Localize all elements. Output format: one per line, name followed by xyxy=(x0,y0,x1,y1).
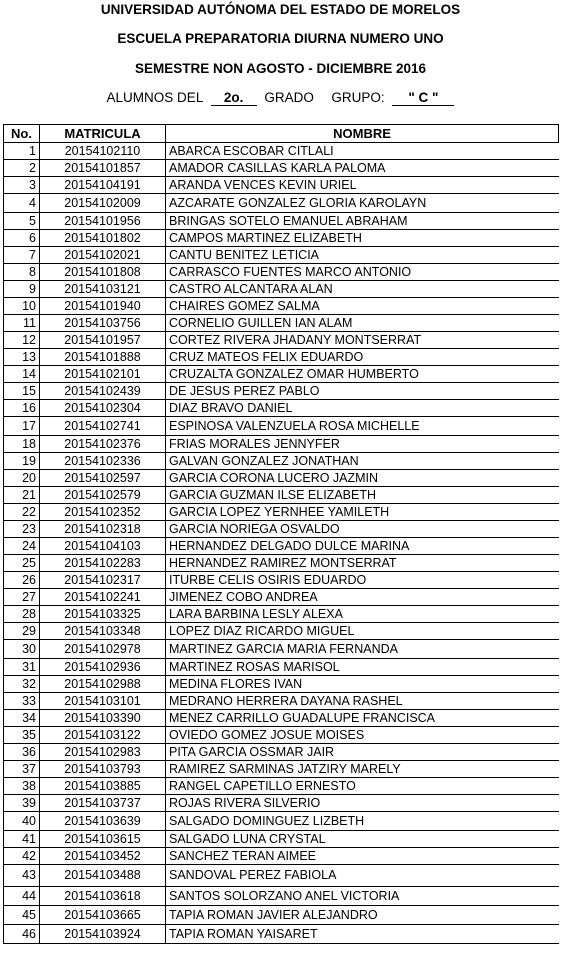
row-nombre: TAPIA ROMAN YAISARET xyxy=(166,925,559,944)
row-nombre: SANCHEZ TERAN AIMEE xyxy=(166,848,559,865)
row-matricula: 20154101940 xyxy=(40,298,166,315)
row-matricula: 20154102352 xyxy=(40,504,166,521)
row-matricula: 20154102318 xyxy=(40,521,166,538)
table-row xyxy=(4,676,559,693)
row-number: 34 xyxy=(4,710,40,727)
table-row xyxy=(4,795,559,812)
row-nombre: DE JESUS PEREZ PABLO xyxy=(166,383,559,400)
row-number: 43 xyxy=(4,865,40,887)
table-row xyxy=(4,812,559,831)
row-matricula: 20154102597 xyxy=(40,470,166,487)
row-number: 22 xyxy=(4,504,40,521)
table-header-row xyxy=(4,125,559,143)
row-number: 1 xyxy=(4,143,40,160)
row-matricula: 20154104191 xyxy=(40,177,166,194)
table-row xyxy=(4,831,559,848)
row-number: 45 xyxy=(4,906,40,925)
row-number: 10 xyxy=(4,298,40,315)
table-row xyxy=(4,436,559,453)
row-matricula: 20154103615 xyxy=(40,831,166,848)
table-row xyxy=(4,521,559,538)
row-matricula: 20154103122 xyxy=(40,727,166,744)
table-row xyxy=(4,366,559,383)
row-matricula: 20154102983 xyxy=(40,744,166,761)
row-matricula: 20154103793 xyxy=(40,761,166,778)
column-header-matricula: MATRICULA xyxy=(40,125,166,143)
table-row xyxy=(4,383,559,400)
row-number: 46 xyxy=(4,925,40,944)
row-nombre: ABARCA ESCOBAR CITLALI xyxy=(166,143,559,160)
students-of-label: ALUMNOS DEL xyxy=(106,90,203,105)
table-row xyxy=(4,659,559,676)
row-number: 13 xyxy=(4,349,40,366)
row-nombre: TAPIA ROMAN JAVIER ALEJANDRO xyxy=(166,906,559,925)
row-nombre: MEDRANO HERRERA DAYANA RASHEL xyxy=(166,693,559,710)
row-nombre: CASTRO ALCANTARA ALAN xyxy=(166,281,559,298)
table-row xyxy=(4,487,559,504)
table-row xyxy=(4,194,559,213)
row-number: 15 xyxy=(4,383,40,400)
row-matricula: 20154103756 xyxy=(40,315,166,332)
row-number: 19 xyxy=(4,453,40,470)
grade-group-line xyxy=(0,90,561,106)
row-number: 39 xyxy=(4,795,40,812)
table-row xyxy=(4,315,559,332)
semester-title: SEMESTRE NON AGOSTO - DICIEMBRE 2016 xyxy=(134,61,427,76)
row-matricula: 20154103924 xyxy=(40,925,166,944)
row-matricula: 20154102101 xyxy=(40,366,166,383)
row-number: 32 xyxy=(4,676,40,693)
row-nombre: CORNELIO GUILLEN IAN ALAM xyxy=(166,315,559,332)
row-nombre: SALGADO DOMINGUEZ LIZBETH xyxy=(166,812,559,831)
column-header-number: No. xyxy=(4,125,40,143)
row-number: 2 xyxy=(4,160,40,177)
row-matricula: 20154101808 xyxy=(40,264,166,281)
row-nombre: ARANDA VENCES KEVIN URIEL xyxy=(166,177,559,194)
row-matricula: 20154102021 xyxy=(40,247,166,264)
table-row xyxy=(4,230,559,247)
row-number: 8 xyxy=(4,264,40,281)
row-number: 17 xyxy=(4,417,40,436)
table-body xyxy=(4,143,559,944)
table-row xyxy=(4,349,559,366)
row-nombre: HERNANDEZ DELGADO DULCE MARINA xyxy=(166,538,559,555)
row-matricula: 20154103885 xyxy=(40,778,166,795)
row-number: 25 xyxy=(4,555,40,572)
row-nombre: GALVAN GONZALEZ JONATHAN xyxy=(166,453,559,470)
row-matricula: 20154102336 xyxy=(40,453,166,470)
row-nombre: FRIAS MORALES JENNYFER xyxy=(166,436,559,453)
row-matricula: 20154102283 xyxy=(40,555,166,572)
row-matricula: 20154102988 xyxy=(40,676,166,693)
group-label: GRUPO: xyxy=(331,90,385,105)
row-number: 6 xyxy=(4,230,40,247)
row-nombre: MARTINEZ GARCIA MARIA FERNANDA xyxy=(166,640,559,659)
table-row xyxy=(4,925,559,944)
row-nombre: MARTINEZ ROSAS MARISOL xyxy=(166,659,559,676)
row-number: 26 xyxy=(4,572,40,589)
row-number: 5 xyxy=(4,213,40,230)
row-number: 31 xyxy=(4,659,40,676)
row-matricula: 20154103488 xyxy=(40,865,166,887)
table-row xyxy=(4,281,559,298)
row-matricula: 20154103121 xyxy=(40,281,166,298)
row-number: 28 xyxy=(4,606,40,623)
table-row xyxy=(4,213,559,230)
row-nombre: JIMENEZ COBO ANDREA xyxy=(166,589,559,606)
row-matricula: 20154101857 xyxy=(40,160,166,177)
row-nombre: AMADOR CASILLAS KARLA PALOMA xyxy=(166,160,559,177)
row-nombre: MEDINA FLORES IVAN xyxy=(166,676,559,693)
row-matricula: 20154103348 xyxy=(40,623,166,640)
row-matricula: 20154103101 xyxy=(40,693,166,710)
row-number: 30 xyxy=(4,640,40,659)
row-matricula: 20154102304 xyxy=(40,400,166,417)
row-number: 12 xyxy=(4,332,40,349)
row-matricula: 20154102936 xyxy=(40,659,166,676)
table-row xyxy=(4,906,559,925)
row-matricula: 20154102741 xyxy=(40,417,166,436)
row-matricula: 20154103618 xyxy=(40,887,166,906)
row-nombre: CRUZ MATEOS FELIX EDUARDO xyxy=(166,349,559,366)
table-row xyxy=(4,247,559,264)
row-nombre: CARRASCO FUENTES MARCO ANTONIO xyxy=(166,264,559,281)
table-row xyxy=(4,865,559,887)
row-matricula: 20154103639 xyxy=(40,812,166,831)
row-nombre: ITURBE CELIS OSIRIS EDUARDO xyxy=(166,572,559,589)
row-number: 21 xyxy=(4,487,40,504)
row-matricula: 20154102110 xyxy=(40,143,166,160)
table-row xyxy=(4,693,559,710)
row-matricula: 20154102376 xyxy=(40,436,166,453)
table-row xyxy=(4,453,559,470)
row-matricula: 20154104103 xyxy=(40,538,166,555)
row-nombre: LOPEZ DIAZ RICARDO MIGUEL xyxy=(166,623,559,640)
row-nombre: GARCIA CORONA LUCERO JAZMIN xyxy=(166,470,559,487)
table-row xyxy=(4,606,559,623)
row-number: 37 xyxy=(4,761,40,778)
row-matricula: 20154101802 xyxy=(40,230,166,247)
row-number: 24 xyxy=(4,538,40,555)
row-number: 14 xyxy=(4,366,40,383)
university-title: UNIVERSIDAD AUTÓNOMA DEL ESTADO DE MORELOS xyxy=(100,2,461,17)
row-number: 33 xyxy=(4,693,40,710)
table-row xyxy=(4,504,559,521)
table-row xyxy=(4,177,559,194)
row-nombre: CAMPOS MARTINEZ ELIZABETH xyxy=(166,230,559,247)
row-number: 40 xyxy=(4,812,40,831)
table-row xyxy=(4,417,559,436)
grade-value: 2o. xyxy=(211,91,257,106)
row-nombre: GARCIA NORIEGA OSVALDO xyxy=(166,521,559,538)
grade-label: GRADO xyxy=(264,90,314,105)
row-nombre: SANTOS SOLORZANO ANEL VICTORIA xyxy=(166,887,559,906)
row-number: 29 xyxy=(4,623,40,640)
row-nombre: SANDOVAL PEREZ FABIOLA xyxy=(166,865,559,887)
group-value: " C " xyxy=(392,91,454,106)
row-number: 27 xyxy=(4,589,40,606)
row-number: 16 xyxy=(4,400,40,417)
table-row xyxy=(4,572,559,589)
student-roster-table xyxy=(3,124,559,944)
row-nombre: BRINGAS SOTELO EMANUEL ABRAHAM xyxy=(166,213,559,230)
table-row xyxy=(4,623,559,640)
row-matricula: 20154101957 xyxy=(40,332,166,349)
row-nombre: ESPINOSA VALENZUELA ROSA MICHELLE xyxy=(166,417,559,436)
table-row xyxy=(4,264,559,281)
row-nombre: DIAZ BRAVO DANIEL xyxy=(166,400,559,417)
row-matricula: 20154103665 xyxy=(40,906,166,925)
row-nombre: RANGEL CAPETILLO ERNESTO xyxy=(166,778,559,795)
row-nombre: ROJAS RIVERA SILVERIO xyxy=(166,795,559,812)
row-number: 11 xyxy=(4,315,40,332)
table-row xyxy=(4,160,559,177)
row-number: 42 xyxy=(4,848,40,865)
row-matricula: 20154102978 xyxy=(40,640,166,659)
row-nombre: OVIEDO GOMEZ JOSUE MOISES xyxy=(166,727,559,744)
table-row xyxy=(4,848,559,865)
table-row xyxy=(4,778,559,795)
row-nombre: CORTEZ RIVERA JHADANY MONTSERRAT xyxy=(166,332,559,349)
table-row xyxy=(4,400,559,417)
table-row xyxy=(4,761,559,778)
row-matricula: 20154103390 xyxy=(40,710,166,727)
row-matricula: 20154102009 xyxy=(40,194,166,213)
row-number: 7 xyxy=(4,247,40,264)
table-row xyxy=(4,744,559,761)
row-number: 4 xyxy=(4,194,40,213)
table-row xyxy=(4,143,559,160)
row-nombre: CRUZALTA GONZALEZ OMAR HUMBERTO xyxy=(166,366,559,383)
school-title: ESCUELA PREPARATORIA DIURNA NUMERO UNO xyxy=(117,31,444,46)
row-number: 9 xyxy=(4,281,40,298)
row-number: 41 xyxy=(4,831,40,848)
row-nombre: GARCIA LOPEZ YERNHEE YAMILETH xyxy=(166,504,559,521)
table-row xyxy=(4,887,559,906)
row-number: 38 xyxy=(4,778,40,795)
row-nombre: SALGADO LUNA CRYSTAL xyxy=(166,831,559,848)
table-row xyxy=(4,555,559,572)
table-row xyxy=(4,298,559,315)
row-matricula: 20154103325 xyxy=(40,606,166,623)
row-matricula: 20154102439 xyxy=(40,383,166,400)
row-nombre: RAMIREZ SARMINAS JATZIRY MARELY xyxy=(166,761,559,778)
row-nombre: GARCIA GUZMAN ILSE ELIZABETH xyxy=(166,487,559,504)
row-nombre: CHAIRES GOMEZ SALMA xyxy=(166,298,559,315)
row-number: 18 xyxy=(4,436,40,453)
table-row xyxy=(4,470,559,487)
table-row xyxy=(4,640,559,659)
row-matricula: 20154101888 xyxy=(40,349,166,366)
row-matricula: 20154102241 xyxy=(40,589,166,606)
row-number: 23 xyxy=(4,521,40,538)
row-nombre: LARA BARBINA LESLY ALEXA xyxy=(166,606,559,623)
row-number: 20 xyxy=(4,470,40,487)
row-matricula: 20154103452 xyxy=(40,848,166,865)
row-nombre: HERNANDEZ RAMIREZ MONTSERRAT xyxy=(166,555,559,572)
row-matricula: 20154102317 xyxy=(40,572,166,589)
table-row xyxy=(4,727,559,744)
row-nombre: AZCARATE GONZALEZ GLORIA KAROLAYN xyxy=(166,194,559,213)
row-nombre: CANTU BENITEZ LETICIA xyxy=(166,247,559,264)
row-number: 36 xyxy=(4,744,40,761)
row-matricula: 20154103737 xyxy=(40,795,166,812)
table-row xyxy=(4,332,559,349)
row-matricula: 20154102579 xyxy=(40,487,166,504)
row-nombre: PITA GARCIA OSSMAR JAIR xyxy=(166,744,559,761)
column-header-nombre: NOMBRE xyxy=(166,125,559,143)
row-number: 44 xyxy=(4,887,40,906)
row-number: 3 xyxy=(4,177,40,194)
table-row xyxy=(4,538,559,555)
table-row xyxy=(4,710,559,727)
row-nombre: MENEZ CARRILLO GUADALUPE FRANCISCA xyxy=(166,710,559,727)
table-row xyxy=(4,589,559,606)
row-number: 35 xyxy=(4,727,40,744)
row-matricula: 20154101956 xyxy=(40,213,166,230)
